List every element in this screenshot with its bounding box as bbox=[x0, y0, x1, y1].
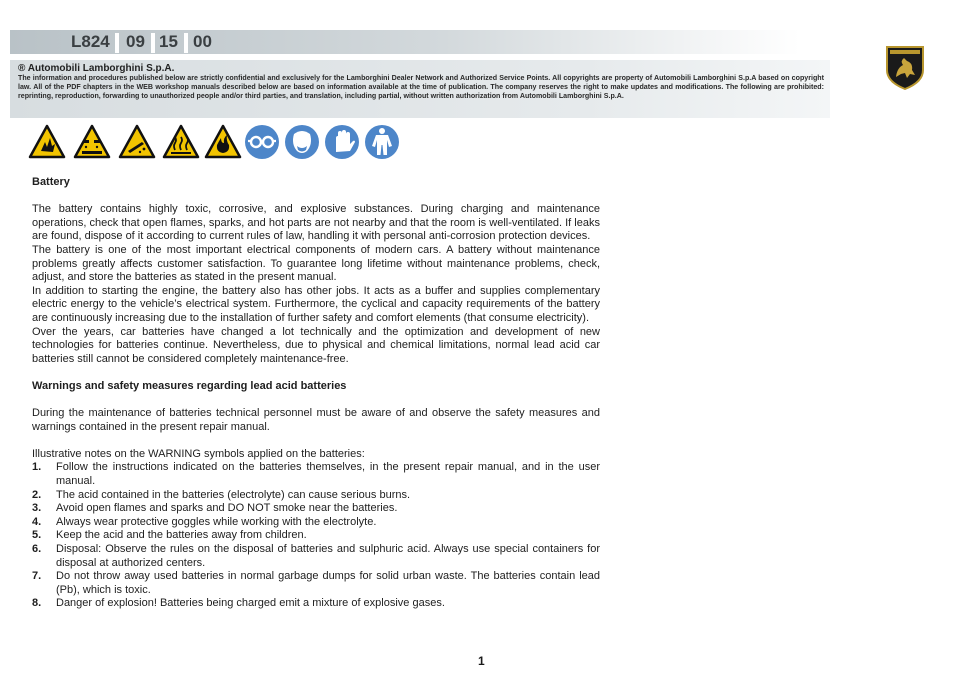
list-item: 7. Do not throw away used batteries in normal garbage dumps for solid urban waste. The batteries contain lead (Pb), which is toxic. bbox=[32, 570, 600, 596]
list-item: 6. Disposal: Observe the rules on the disposal of batteries and sulphuric acid. Always use special containers for disposal at authorized centers. bbox=[32, 543, 600, 569]
paragraph: Illustrative notes on the WARNING symbols applied on the batteries: bbox=[32, 447, 365, 460]
legal-text: The information and procedures published below are strictly confidential and exclusively for the Lamborghini Dealer Network and Authorized Service Points. All copyrights are property of Automobili Lamborghini S.p.A based on copyright law. All of the PDF chapters in the WEB workshop manuals described below are based on information available at the time of publication. The company reserves the right to make updates and modifications. The following are prohibited: reprinting, reproduction, forwarding to unauthorized people and/or third parties, and translation, including partial, without written authorization from Automobili Lamborghini S.p.A. bbox=[18, 74, 824, 101]
page-number: 1 bbox=[478, 654, 485, 668]
protective-suit-required-icon bbox=[364, 124, 400, 160]
corrosive-warning-icon bbox=[72, 124, 112, 160]
code-subgroup: 15 bbox=[159, 32, 178, 51]
code-model: L824 bbox=[71, 32, 110, 51]
explosion-warning-icon bbox=[28, 124, 66, 160]
list-item: 3. Avoid open flames and sparks and DO NOT smoke near the batteries. bbox=[32, 502, 398, 515]
paragraph: During the maintenance of batteries technical personnel must be aware of and observe the safety measures and warnings contained in the present repair manual. bbox=[32, 407, 600, 433]
gloves-required-icon bbox=[324, 124, 360, 160]
section-title: Battery bbox=[32, 176, 70, 188]
code-group: 09 bbox=[126, 32, 145, 51]
document-body bbox=[32, 176, 600, 611]
list-item: 5. Keep the acid and the batteries away from children. bbox=[32, 529, 307, 542]
code-separator bbox=[115, 33, 119, 53]
battery-acid-warning-icon bbox=[117, 124, 157, 160]
code-separator bbox=[151, 33, 155, 53]
section-heading: Warnings and safety measures regarding lead acid batteries bbox=[32, 379, 347, 392]
paragraph: The battery is one of the most important electrical components of modern cars. A battery without maintenance problems greatly affects customer satisfaction. To guarantee long lifetime without maintenance problems, check, adjust, and store the batteries as stated in the present manual. bbox=[32, 243, 600, 284]
list-item: 8. Danger of explosion! Batteries being charged emit a mixture of explosive gases. bbox=[32, 597, 445, 610]
hot-surface-warning-icon bbox=[161, 124, 201, 160]
code-section: 00 bbox=[193, 32, 212, 51]
mask-required-icon bbox=[284, 124, 320, 160]
flammable-warning-icon bbox=[204, 124, 242, 160]
lamborghini-logo bbox=[885, 44, 925, 90]
list-item: 1. Follow the instructions indicated on the batteries themselves, in the present repair manual, and in the user manual. bbox=[32, 461, 600, 488]
paragraph: Over the years, car batteries have changed a lot technically and the optimization and development of new technologies for batteries continue. Nevertheless, due to physical and chemical limitations, normal lead acid car batteries still cannot be considered completely maintenance-free. bbox=[32, 325, 600, 365]
paragraph: The battery contains highly toxic, corrosive, and explosive substances. During charging and maintenance operations, check that open flames, sparks, and hot parts are not nearby and that the room is well-ventilated. If leaks are found, dispose of it according to current rules of law, handling it with personal anti-corrosion protection devices. bbox=[32, 203, 600, 243]
paragraph: In addition to starting the engine, the battery also has other jobs. It acts as a buffer and supplies complementary electric energy to the vehicle’s electrical system. Furthermore, the cyclical and capacity requirements of the battery are continuously increasing due to the installation of further safety and comfort elements (that consume electricity). bbox=[32, 284, 600, 324]
goggles-required-icon bbox=[244, 124, 280, 160]
list-item: 4. Always wear protective goggles while working with the electrolyte. bbox=[32, 515, 377, 528]
code-separator bbox=[184, 33, 188, 53]
list-item: 2. The acid contained in the batteries (electrolyte) can cause serious burns. bbox=[32, 488, 411, 501]
legal-title: ® Automobili Lamborghini S.p.A. bbox=[18, 63, 175, 74]
